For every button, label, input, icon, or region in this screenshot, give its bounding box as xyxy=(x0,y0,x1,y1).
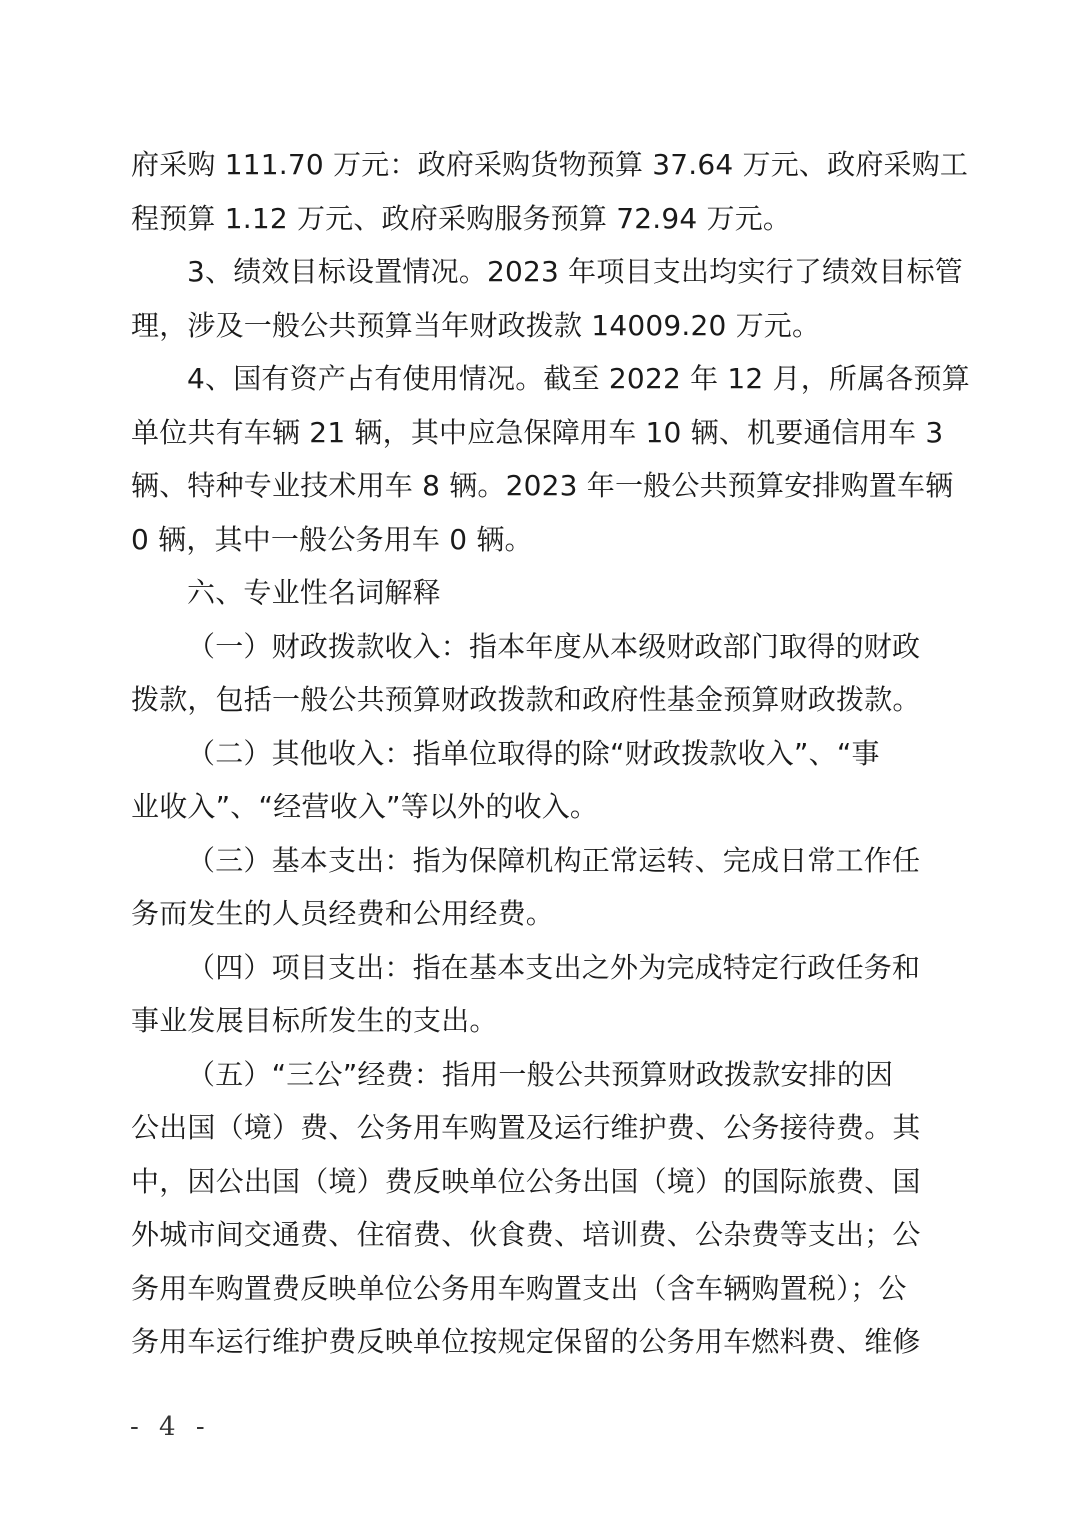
text-line: 事业发展目标所发生的支出。 xyxy=(131,1004,498,1037)
text-line: （五）“三公”经费：指用一般公共预算财政拨款安排的因 xyxy=(187,1057,894,1091)
text-line: （三）基本支出：指为保障机构正常运转、完成日常工作任 xyxy=(187,843,921,877)
text-line: 0 辆，其中一般公务用车 0 辆。 xyxy=(131,522,533,556)
text-line: 业收入”、“经营收入”等以外的收入。 xyxy=(131,790,599,823)
text-line: 3、绩效目标设置情况。2023 年项目支出均实行了绩效目标管 xyxy=(187,255,963,288)
text-line: （四）项目支出：指在基本支出之外为完成特定行政任务和 xyxy=(187,950,921,984)
text-line: 务用车购置费反映单位公务用车购置支出（含车辆购置税）；公 xyxy=(131,1271,907,1305)
text-line: 公出国（境）费、公务用车购置及运行维护费、公务接待费。其 xyxy=(131,1111,921,1144)
text-line: 中，因公出国（境）费反映单位公务出国（境）的国际旅费、国 xyxy=(131,1164,921,1198)
text-line: 务而发生的人员经费和公用经费。 xyxy=(131,897,555,930)
text-line: 4、国有资产占有使用情况。截至 2022 年 12 月，所属各预算 xyxy=(187,362,970,395)
page-number: - 4 - xyxy=(130,1412,211,1442)
text-line: 外城市间交通费、住宿费、伙食费、培训费、公杂费等支出；公 xyxy=(131,1218,921,1251)
text-line: 理，涉及一般公共预算当年财政拨款 14009.20 万元。 xyxy=(131,308,821,342)
text-line: 务用车运行维护费反映单位按规定保留的公务用车燃料费、维修 xyxy=(131,1325,921,1358)
section-heading: 六、专业性名词解释 xyxy=(187,576,441,609)
text-line: 单位共有车辆 21 辆，其中应急保障用车 10 辆、机要通信用车 3 xyxy=(131,415,944,449)
text-line: （二）其他收入：指单位取得的除“财政拨款收入”、“事 xyxy=(187,736,880,770)
text-line: 拨款，包括一般公共预算财政拨款和政府性基金预算财政拨款。 xyxy=(131,683,921,716)
text-line: （一）财政拨款收入：指本年度从本级财政部门取得的财政 xyxy=(187,629,921,663)
text-line: 程预算 1.12 万元、政府采购服务预算 72.94 万元。 xyxy=(131,201,792,235)
document-body xyxy=(131,138,970,1369)
text-line: 辆、特种专业技术用车 8 辆。2023 年一般公共预算安排购置车辆 xyxy=(131,469,954,502)
text-line: 府采购 111.70 万元：政府采购货物预算 37.64 万元、政府采购工 xyxy=(131,148,969,181)
